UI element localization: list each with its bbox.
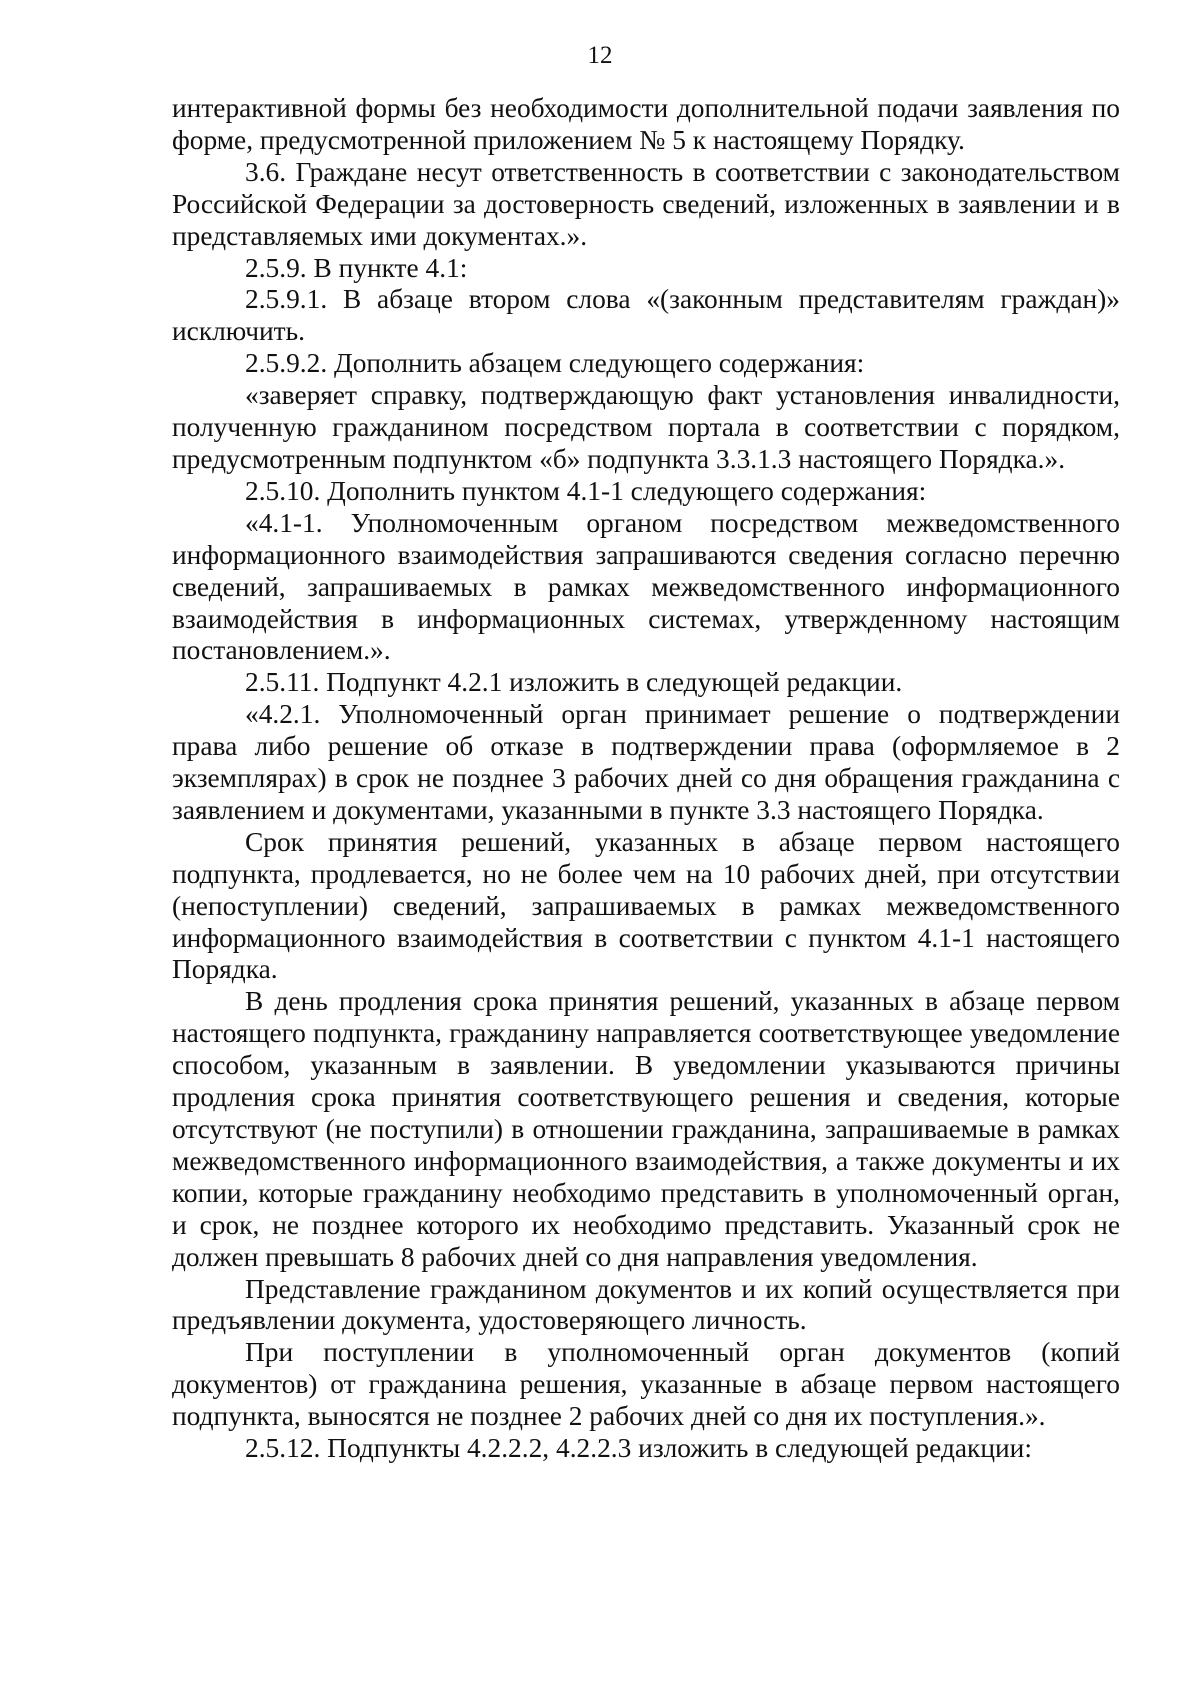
paragraph-quote-4-2-1: «4.2.1. Уполномоченный орган принимает решение о подтверждении права либо решение об отказе в подтверждении права (оформляемое в 2 экземплярах) в срок не позднее 3 рабочих дней со дня обращения гражданина с заявлением и документами, указанными в пункте 3.3 настоящего Порядка. <box>172 699 1120 825</box>
paragraph-decision-term: Срок принятия решений, указанных в абзаце первом настоящего подпункта, продлевается, но не более чем на 10 рабочих дней, при отсутствии (непоступлении) сведений, запрашиваемых в рамках межведомственного информационного взаимодействия в соответствии с пунктом 4.1-1 настоящего Порядка. <box>172 826 1120 985</box>
page-number: 12 <box>587 42 613 69</box>
paragraph-quote-certifies: «заверяет справку, подтверждающую факт установления инвалидности, полученную гражданином посредством портала в соответствии с порядком, предусмотренным подпунктом «б» подпункта 3.3.1.3 настоящего Порядка.». <box>172 380 1120 474</box>
paragraph-document-submission: Представление гражданином документов и их копий осуществляется при предъявлении документа, удостоверяющего личность. <box>172 1273 1120 1336</box>
paragraph-2-5-10: 2.5.10. Дополнить пунктом 4.1-1 следующего содержания: <box>245 475 927 506</box>
paragraph-2-5-12: 2.5.12. Подпункты 4.2.2.2, 4.2.2.3 изложить в следующей редакции: <box>245 1433 1032 1464</box>
paragraph-2-5-9-2: 2.5.9.2. Дополнить абзацем следующего содержания: <box>245 348 865 379</box>
paragraph-2-5-9: 2.5.9. В пункте 4.1: <box>245 252 468 283</box>
paragraph-continuation: интерактивной формы без необходимости дополнительной подачи заявления по форме, предусмотренной приложением № 5 к настоящему Порядку. <box>172 93 1120 155</box>
document-body <box>172 93 1120 1465</box>
paragraph-extension-notice: В день продления срока принятия решений, указанных в абзаце первом настоящего подпункта, гражданину направляется соответствующее уведомление способом, указанным в заявлении. В уведомлении указываются причины продления срока принятия соответствующего решения и сведения, которые отсутствуют (не поступили) в отношении гражданина, запрашиваемые в рамках межведомственного информационного взаимодействия, а также документы и их копии, которые гражданину необходимо представить в уполномоченный орган, и срок, не позднее которого их необходимо представить. Указанный срок не должен превышать 8 рабочих дней со дня направления уведомления. <box>172 986 1120 1272</box>
paragraph-3-6: 3.6. Граждане несут ответственность в соответствии с законодательством Российской Федерации за достоверность сведений, изложенных в заявлении и в представляемых ими документах.». <box>172 156 1120 251</box>
paragraph-2-5-11: 2.5.11. Подпункт 4.2.1 изложить в следующей редакции. <box>245 667 903 698</box>
paragraph-2-5-9-1: 2.5.9.1. В абзаце втором слова «(законным представителям граждан)» исключить. <box>172 284 1120 347</box>
paragraph-document-receipt: При поступлении в уполномоченный орган документов (копий документов) от гражданина решения, указанные в абзаце первом настоящего подпункта, выносятся не позднее 2 рабочих дней со дня их поступления.». <box>172 1337 1120 1432</box>
paragraph-quote-4-1-1: «4.1-1. Уполномоченным органом посредством межведомственного информационного взаимодействия запрашиваются сведения согласно перечню сведений, запрашиваемых в рамках межведомственного информационного взаимодействия в информационных системах, утвержденному настоящим постановлением.». <box>172 507 1120 666</box>
